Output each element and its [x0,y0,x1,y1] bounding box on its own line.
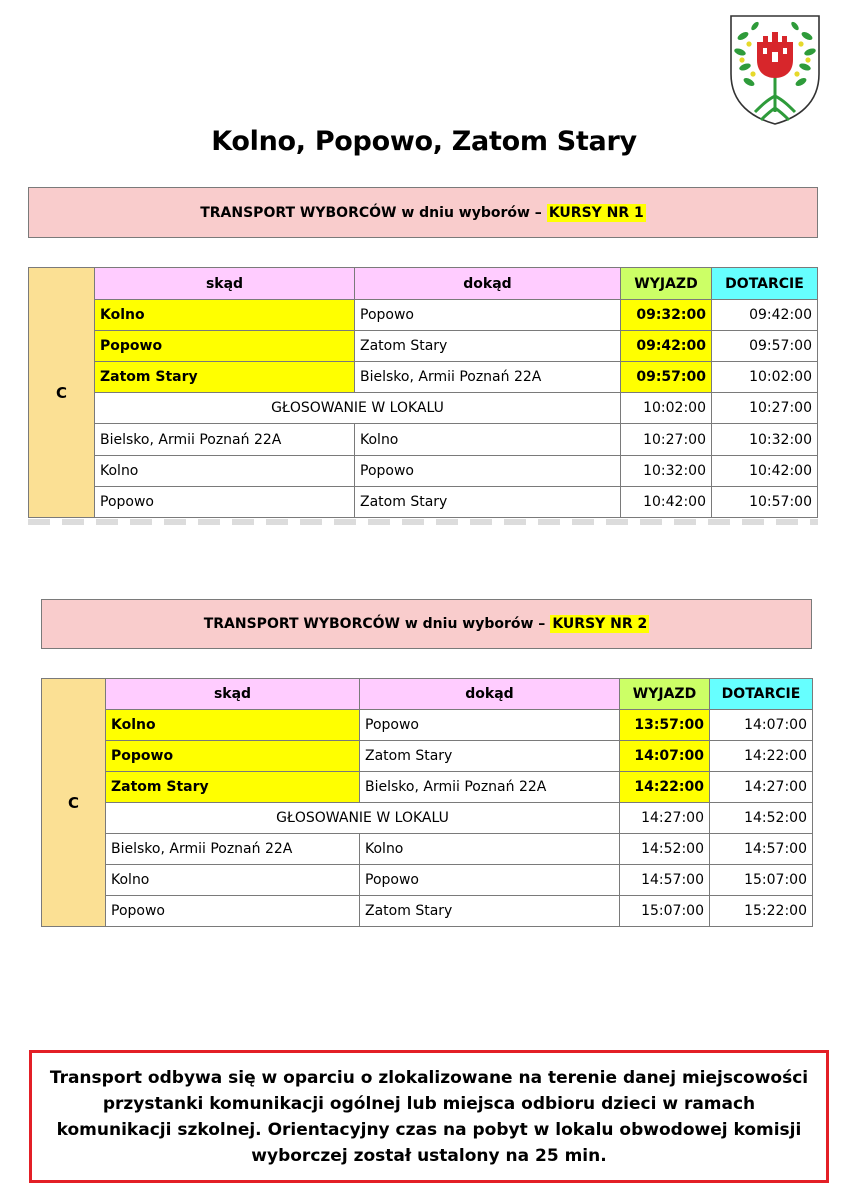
departure-time: 13:57:00 [620,710,710,741]
table-row [42,741,813,772]
departure-time: 14:27:00 [620,803,710,834]
col-header-to: dokąd [355,268,621,300]
banner-text: TRANSPORT WYBORCÓW w dniu wyborów – [203,616,546,632]
col-header-departure: WYJAZD [621,268,712,300]
departure-time: 10:42:00 [621,487,712,518]
stop-from: Kolno [95,456,355,487]
stop-from: Popowo [106,741,360,772]
table-row [42,865,813,896]
group-label: C [29,268,95,518]
arrival-time: 09:42:00 [712,300,818,331]
col-header-from: skąd [106,679,360,710]
stop-to: Popowo [355,456,621,487]
stop-to: Zatom Stary [360,741,620,772]
departure-time: 14:22:00 [620,772,710,803]
col-header-departure: WYJAZD [620,679,710,710]
arrival-time: 14:07:00 [710,710,813,741]
stop-from: Popowo [95,331,355,362]
departure-time: 14:07:00 [620,741,710,772]
arrival-time: 10:57:00 [712,487,818,518]
stop-from: Popowo [106,896,360,927]
voting-row-label: GŁOSOWANIE W LOKALU [95,393,621,424]
stop-to: Kolno [355,424,621,456]
voting-row-label: GŁOSOWANIE W LOKALU [106,803,620,834]
stop-to: Kolno [360,834,620,865]
arrival-time: 10:02:00 [712,362,818,393]
table-row [29,424,818,456]
table-row [29,487,818,518]
table-row [29,300,818,331]
arrival-time: 10:32:00 [712,424,818,456]
departure-time: 10:02:00 [621,393,712,424]
departure-time: 14:52:00 [620,834,710,865]
table-row [42,803,813,834]
arrival-time: 10:42:00 [712,456,818,487]
table-row [29,456,818,487]
arrival-time: 14:57:00 [710,834,813,865]
transport-note [29,1050,829,1183]
course-2-table [41,678,813,927]
stop-to: Popowo [355,300,621,331]
table-header-row [29,268,818,300]
transport-note-text: Transport odbywa się w oparciu o zlokalizowane na terenie danej miejscowości przystanki komunikacji ogólnej lub miejsca odbioru dzieci w ramach komunikacji szkolnej. Orientacyjny czas na pobyt w lokalu obwodowej komisji wyborczej został ustalony na 25 min. [49,1067,809,1166]
banner-text: TRANSPORT WYBORCÓW w dniu wyborów – [200,204,542,221]
arrival-time: 10:27:00 [712,393,818,424]
stop-from: Kolno [106,710,360,741]
table-row [29,331,818,362]
departure-time: 10:27:00 [621,424,712,456]
stop-from: Zatom Stary [95,362,355,393]
departure-time: 09:32:00 [621,300,712,331]
stop-to: Popowo [360,865,620,896]
departure-time: 09:57:00 [621,362,712,393]
departure-time: 09:42:00 [621,331,712,362]
table-row [29,393,818,424]
course-1-banner [28,187,818,238]
arrival-time: 14:27:00 [710,772,813,803]
table-row [42,834,813,865]
arrival-time: 15:22:00 [710,896,813,927]
stop-from: Bielsko, Armii Poznań 22A [95,424,355,456]
stop-to: Bielsko, Armii Poznań 22A [355,362,621,393]
col-header-arrival: DOTARCIE [712,268,818,300]
col-header-from: skąd [95,268,355,300]
stop-from: Zatom Stary [106,772,360,803]
arrival-time: 09:57:00 [712,331,818,362]
arrival-time: 14:52:00 [710,803,813,834]
cut-off-text-artifact [28,519,818,533]
course-1-table [28,267,818,518]
stop-to: Zatom Stary [355,487,621,518]
course-2-banner [41,599,812,649]
stop-to: Zatom Stary [360,896,620,927]
departure-time: 15:07:00 [620,896,710,927]
col-header-to: dokąd [360,679,620,710]
stop-from: Kolno [95,300,355,331]
coat-of-arms-logo [727,12,823,126]
table-row [29,362,818,393]
table-header-row [42,679,813,710]
table-row [42,896,813,927]
banner-course-label: KURSY NR 1 [548,204,644,221]
banner-course-label: KURSY NR 2 [552,616,648,632]
departure-time: 14:57:00 [620,865,710,896]
page-title: Kolno, Popowo, Zatom Stary [211,126,637,157]
stop-from: Popowo [95,487,355,518]
table-row [42,772,813,803]
arrival-time: 14:22:00 [710,741,813,772]
stop-from: Bielsko, Armii Poznań 22A [106,834,360,865]
col-header-arrival: DOTARCIE [710,679,813,710]
arrival-time: 15:07:00 [710,865,813,896]
table-row [42,710,813,741]
group-label: C [42,679,106,927]
stop-from: Kolno [106,865,360,896]
stop-to: Popowo [360,710,620,741]
stop-to: Bielsko, Armii Poznań 22A [360,772,620,803]
departure-time: 10:32:00 [621,456,712,487]
stop-to: Zatom Stary [355,331,621,362]
